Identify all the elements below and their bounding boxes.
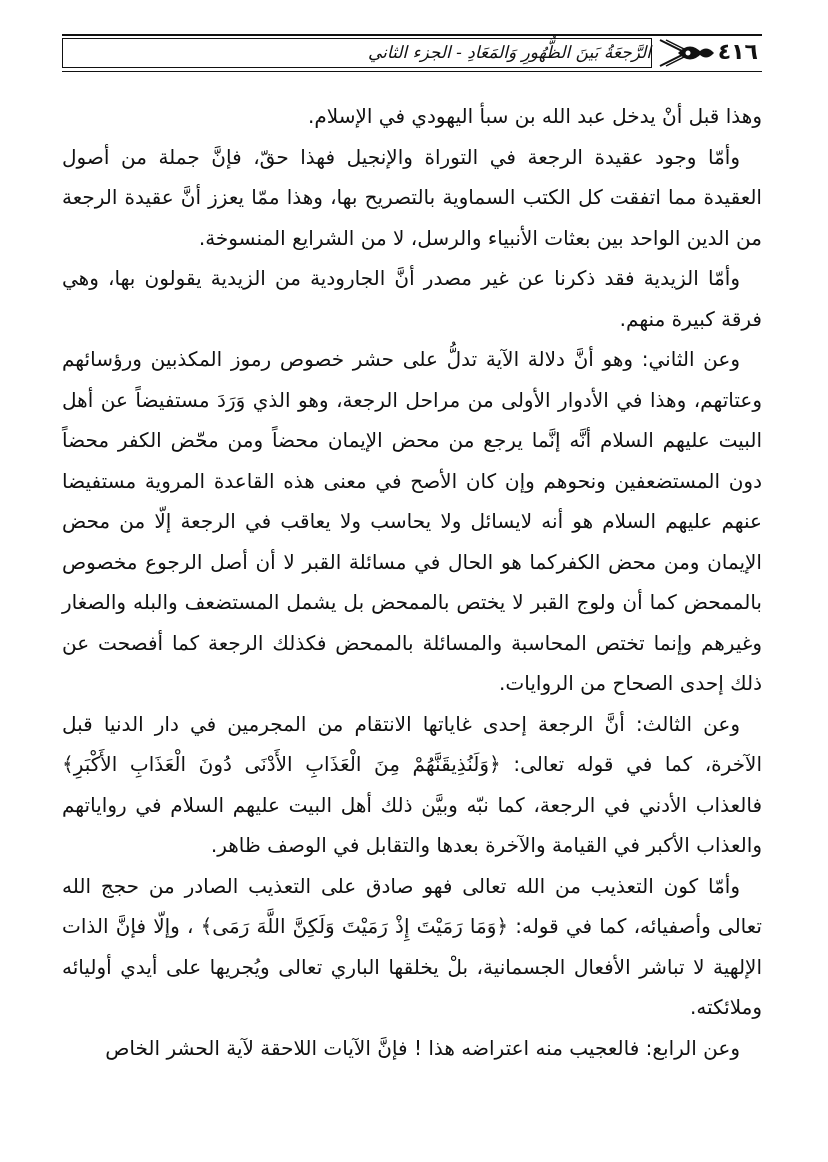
ornament-icon bbox=[658, 36, 718, 70]
paragraph: وعن الثاني: وهو أنَّ دلالة الآية تدلُّ على حشر خصوص رموز المكذبين ورؤسائهم وعتاتهم، وهذا في الأدوار الأولى من مراحل الرجعة، وهو الذي وَرَدَ مستفيضاً عن أهل البيت عليهم السلام أنَّه إنَّما يرجع من محض الإيمان محضاً ومن محّض الكفر محضاً دون المستضعفين ونحوهم وإن كان الأصح في معنى هذه القاعدة المروية مستفيضا عنهم عليهم السلام هو أنه لايسائل ولا يحاسب ولا يعاقب في الرجعة إلّا من محض الإيمان ومن محض الكفركما هو الحال في مسائلة القبر لا أن أصل الرجوع مخصوص بالممحض كما أن ولوج القبر لا يختص بالممحض بل يشمل المستضعف والبله والصغار وغيرهم وإنما تختص المحاسبة والمسائلة بالممحض فكذلك الرجعة كما أفصحت عن ذلك إحدى الصحاح من الروايات. bbox=[62, 347, 762, 695]
header-rule-bottom bbox=[62, 71, 762, 72]
page-header bbox=[62, 34, 762, 72]
paragraph: وأمّا وجود عقيدة الرجعة في التوراة والإنجيل فهذا حقّ، فإنَّ جملة من أصول العقيدة مما اتفقت كل الكتب السماوية بالتصريح بها، وهذا ممّا يعزز أنَّ عقيدة الرجعة من الدين الواحد بين بعثات الأنبياء والرسل، لا من الشرايع المنسوخة. bbox=[62, 144, 762, 250]
paragraph: وعن الرابع: فالعجيب منه اعتراضه هذا ! فإنَّ الآيات اللاحقة لآية الحشر الخاص bbox=[105, 1035, 740, 1060]
paragraph: وعن الثالث: أنَّ الرجعة إحدى غاياتها الانتقام من المجرمين في دار الدنيا قبل الآخرة، كما في قوله تعالى: ﴿وَلَنُذِيقَنَّهُمْ مِنَ الْعَذَابِ الأَدْنَى دُونَ الْعَذَابِ الأَكْبَرِ﴾ فالعذاب الأدني في الرجعة، كما نبّه وبيَّن ذلك أهل البيت عليهم السلام في رواياتهم والعذاب الأكبر في القيامة والآخرة بعدها والتقابل في الوصف ظاهر. bbox=[62, 711, 762, 857]
paragraph: وأمّا الزيدية فقد ذكرنا عن غير مصدر أنَّ الجارودية من الزيدية يقولون بها، وهي فرقة كبيرة منهم. bbox=[62, 266, 762, 331]
paragraph: وأمّا كون التعذيب من الله تعالى فهو صادق على التعذيب الصادر من حجج الله تعالى وأصفيائه، كما في قوله: ﴿وَمَا رَمَيْتَ إِذْ رَمَيْتَ وَلَكِنَّ اللَّهَ رَمَى﴾ ، وإلّا فإنَّ الذات الإلهية لا تباشر الأفعال الجسمانية، بلْ يخلقها الباري تعالى ويُجريها على أيدي أوليائه وملائكته. bbox=[62, 873, 762, 1019]
paragraph: وهذا قبل أنْ يدخل عبد الله بن سبأ اليهودي في الإسلام. bbox=[308, 104, 762, 128]
header-rule-top bbox=[62, 34, 762, 36]
page-number: ٤١٦ bbox=[717, 40, 758, 65]
book-title-box bbox=[62, 38, 652, 68]
book-title: الرَّجعَةُ بَينَ الظُّهُورِ وَالمَعَادِ - الجزء الثاني bbox=[367, 43, 651, 63]
body-text bbox=[62, 96, 762, 1068]
